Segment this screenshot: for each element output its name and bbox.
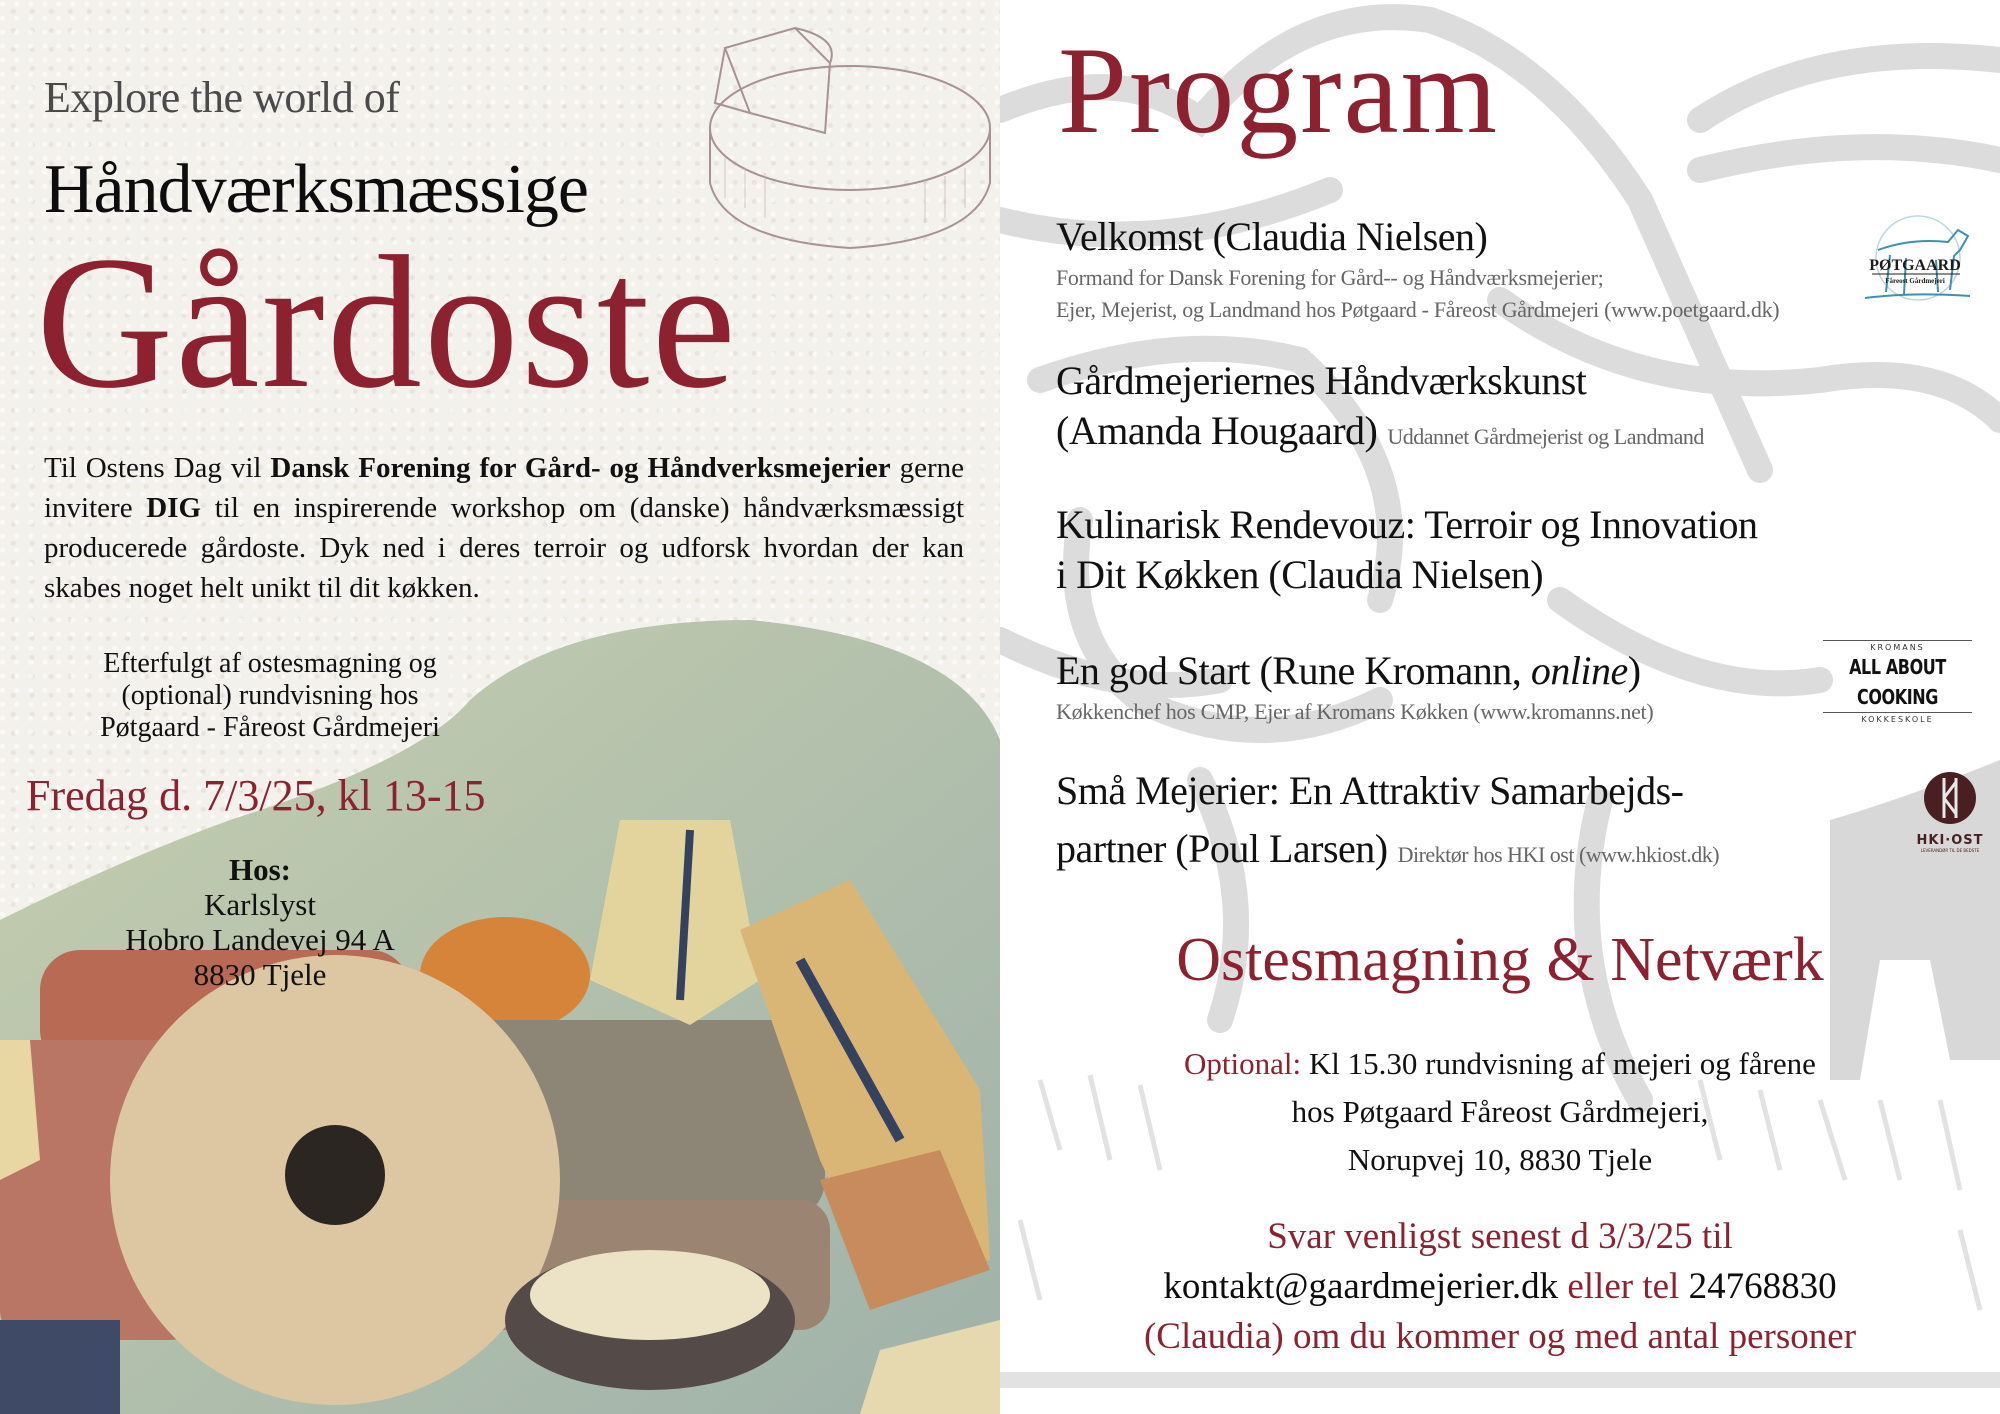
optional-line: hos Pøtgaard Fåreost Gårdmejeri, xyxy=(1291,1094,1709,1129)
hki-logo-sub: LEVERANDØR TIL DE BEDSTE xyxy=(1920,848,1980,853)
kromans-logo xyxy=(1815,640,1980,724)
intro-paragraph xyxy=(44,448,964,608)
followup-line: Pøtgaard - Fåreost Gårdmejeri xyxy=(100,712,440,743)
followup-line: (optional) rundvisning hos xyxy=(121,680,419,711)
program-item-title: i Dit Køkken (Claudia Nielsen) xyxy=(1056,552,1544,597)
rsvp-instructions: (Claudia) om du kommer og med antal personer xyxy=(1143,1316,1857,1357)
venue-line: 8830 Tjele xyxy=(193,957,327,992)
sheep-icon xyxy=(1850,210,1980,310)
svg-text:PØTGAARD: PØTGAARD xyxy=(1869,257,1961,274)
program-item-subtitle: Formand for Dansk Forening for Gård-- og Håndværksmejerier; xyxy=(1056,265,1604,290)
program-item-title: Kulinarisk Rendevouz: Terroir og Innovation xyxy=(1056,502,1758,547)
tasting-network-heading: Ostesmagning & Netværk xyxy=(1176,926,1824,994)
rsvp-connector: eller tel xyxy=(1558,1266,1689,1307)
program-item-speaker: partner (Poul Larsen) xyxy=(1056,826,1388,871)
venue-address xyxy=(80,852,440,992)
optional-tour xyxy=(1000,1040,2000,1184)
rsvp-deadline: Svar venligst senest d 3/3/25 til xyxy=(1267,1216,1733,1257)
program-item-subtitle: Ejer, Mejerist, og Landmand hos Pøtgaard - Fåreost Gårdmejeri (www.poetgaard.dk) xyxy=(1056,297,1780,322)
followup-text xyxy=(40,648,500,744)
kromans-logo-top: KROMANS xyxy=(1823,640,1972,652)
venue-line: Hobro Landevej 94 A xyxy=(125,922,395,957)
kromans-logo-main: ALL ABOUT COOKING xyxy=(1849,655,1946,709)
subtitle: Håndværksmæssige xyxy=(44,151,588,228)
program-item-title: En god Start (Rune Kromann, xyxy=(1056,648,1531,693)
explore-tagline: Explore the world of xyxy=(44,73,400,122)
program-item-craft xyxy=(1056,356,1704,462)
optional-line: Norupvej 10, 8830 Tjele xyxy=(1347,1142,1653,1177)
intro-text: Til Ostens Dag vil xyxy=(44,452,271,484)
venue-label: Hos: xyxy=(229,852,291,887)
hki-logo-name: HKI·OST xyxy=(1916,833,1984,848)
program-item-culinary xyxy=(1056,500,1757,600)
program-item-speaker: (Amanda Hougaard) xyxy=(1056,408,1378,453)
rsvp-block xyxy=(1000,1212,2000,1362)
contact-email-link[interactable]: kontakt@gaardmejerier.dk xyxy=(1163,1266,1559,1307)
followup-line: Efterfulgt af ostesmagning og xyxy=(103,648,437,679)
intro-text: til en inspirerende workshop om (danske) håndværksmæssigt producerede gårdoste. Dyk ned i deres terroir og udforsk hvordan der kan skabes noget helt unikt til dit køkken. xyxy=(44,492,964,604)
program-item-title: ) xyxy=(1627,648,1641,693)
optional-line: Kl 15.30 rundvisning af mejeri og fårene xyxy=(1301,1046,1816,1081)
intro-text: gerne invitere xyxy=(44,452,964,524)
potgaard-logo xyxy=(1850,210,1980,310)
contact-phone[interactable]: 24768830 xyxy=(1688,1266,1837,1307)
optional-label: Optional: xyxy=(1184,1046,1302,1081)
program-item-small-dairies xyxy=(1056,762,1719,884)
program-item-welcome xyxy=(1056,212,1779,326)
kromans-logo-bottom: KOKKESKOLE xyxy=(1823,712,1972,724)
main-title: Gårdoste xyxy=(36,218,738,428)
program-title: Program xyxy=(1058,22,1500,159)
program-item-title: Små Mejerier: En Attraktiv Samarbejds- xyxy=(1056,768,1684,813)
event-date: Fredag d. 7/3/25, kl 13-15 xyxy=(26,771,486,820)
right-panel xyxy=(1000,0,2000,1414)
online-badge: online xyxy=(1530,648,1628,693)
program-item-subtitle: Køkkenchef hos CMP, Ejer af Kromans Køkken (www.kromanns.net) xyxy=(1056,699,1654,724)
program-item-subtitle: Direktør hos HKI ost (www.hkiost.dk) xyxy=(1397,842,1720,867)
program-item-good-start xyxy=(1056,646,1653,728)
hki-ost-logo xyxy=(1915,768,1985,858)
program-item-subtitle: Uddannet Gårdmejerist og Landmand xyxy=(1387,424,1704,449)
hki-emblem-icon xyxy=(1920,768,1980,828)
intro-emphasis: DIG xyxy=(146,492,202,524)
program-item-title: Gårdmejeriernes Håndværkskunst xyxy=(1056,358,1587,403)
organisation-name: Dansk Forening for Gård- og Håndverksmejerier xyxy=(270,452,891,484)
venue-line: Karlslyst xyxy=(204,887,316,922)
program-item-title: Velkomst (Claudia Nielsen) xyxy=(1056,214,1488,259)
svg-text:Fåreost Gårdmejeri: Fåreost Gårdmejeri xyxy=(1885,277,1945,285)
